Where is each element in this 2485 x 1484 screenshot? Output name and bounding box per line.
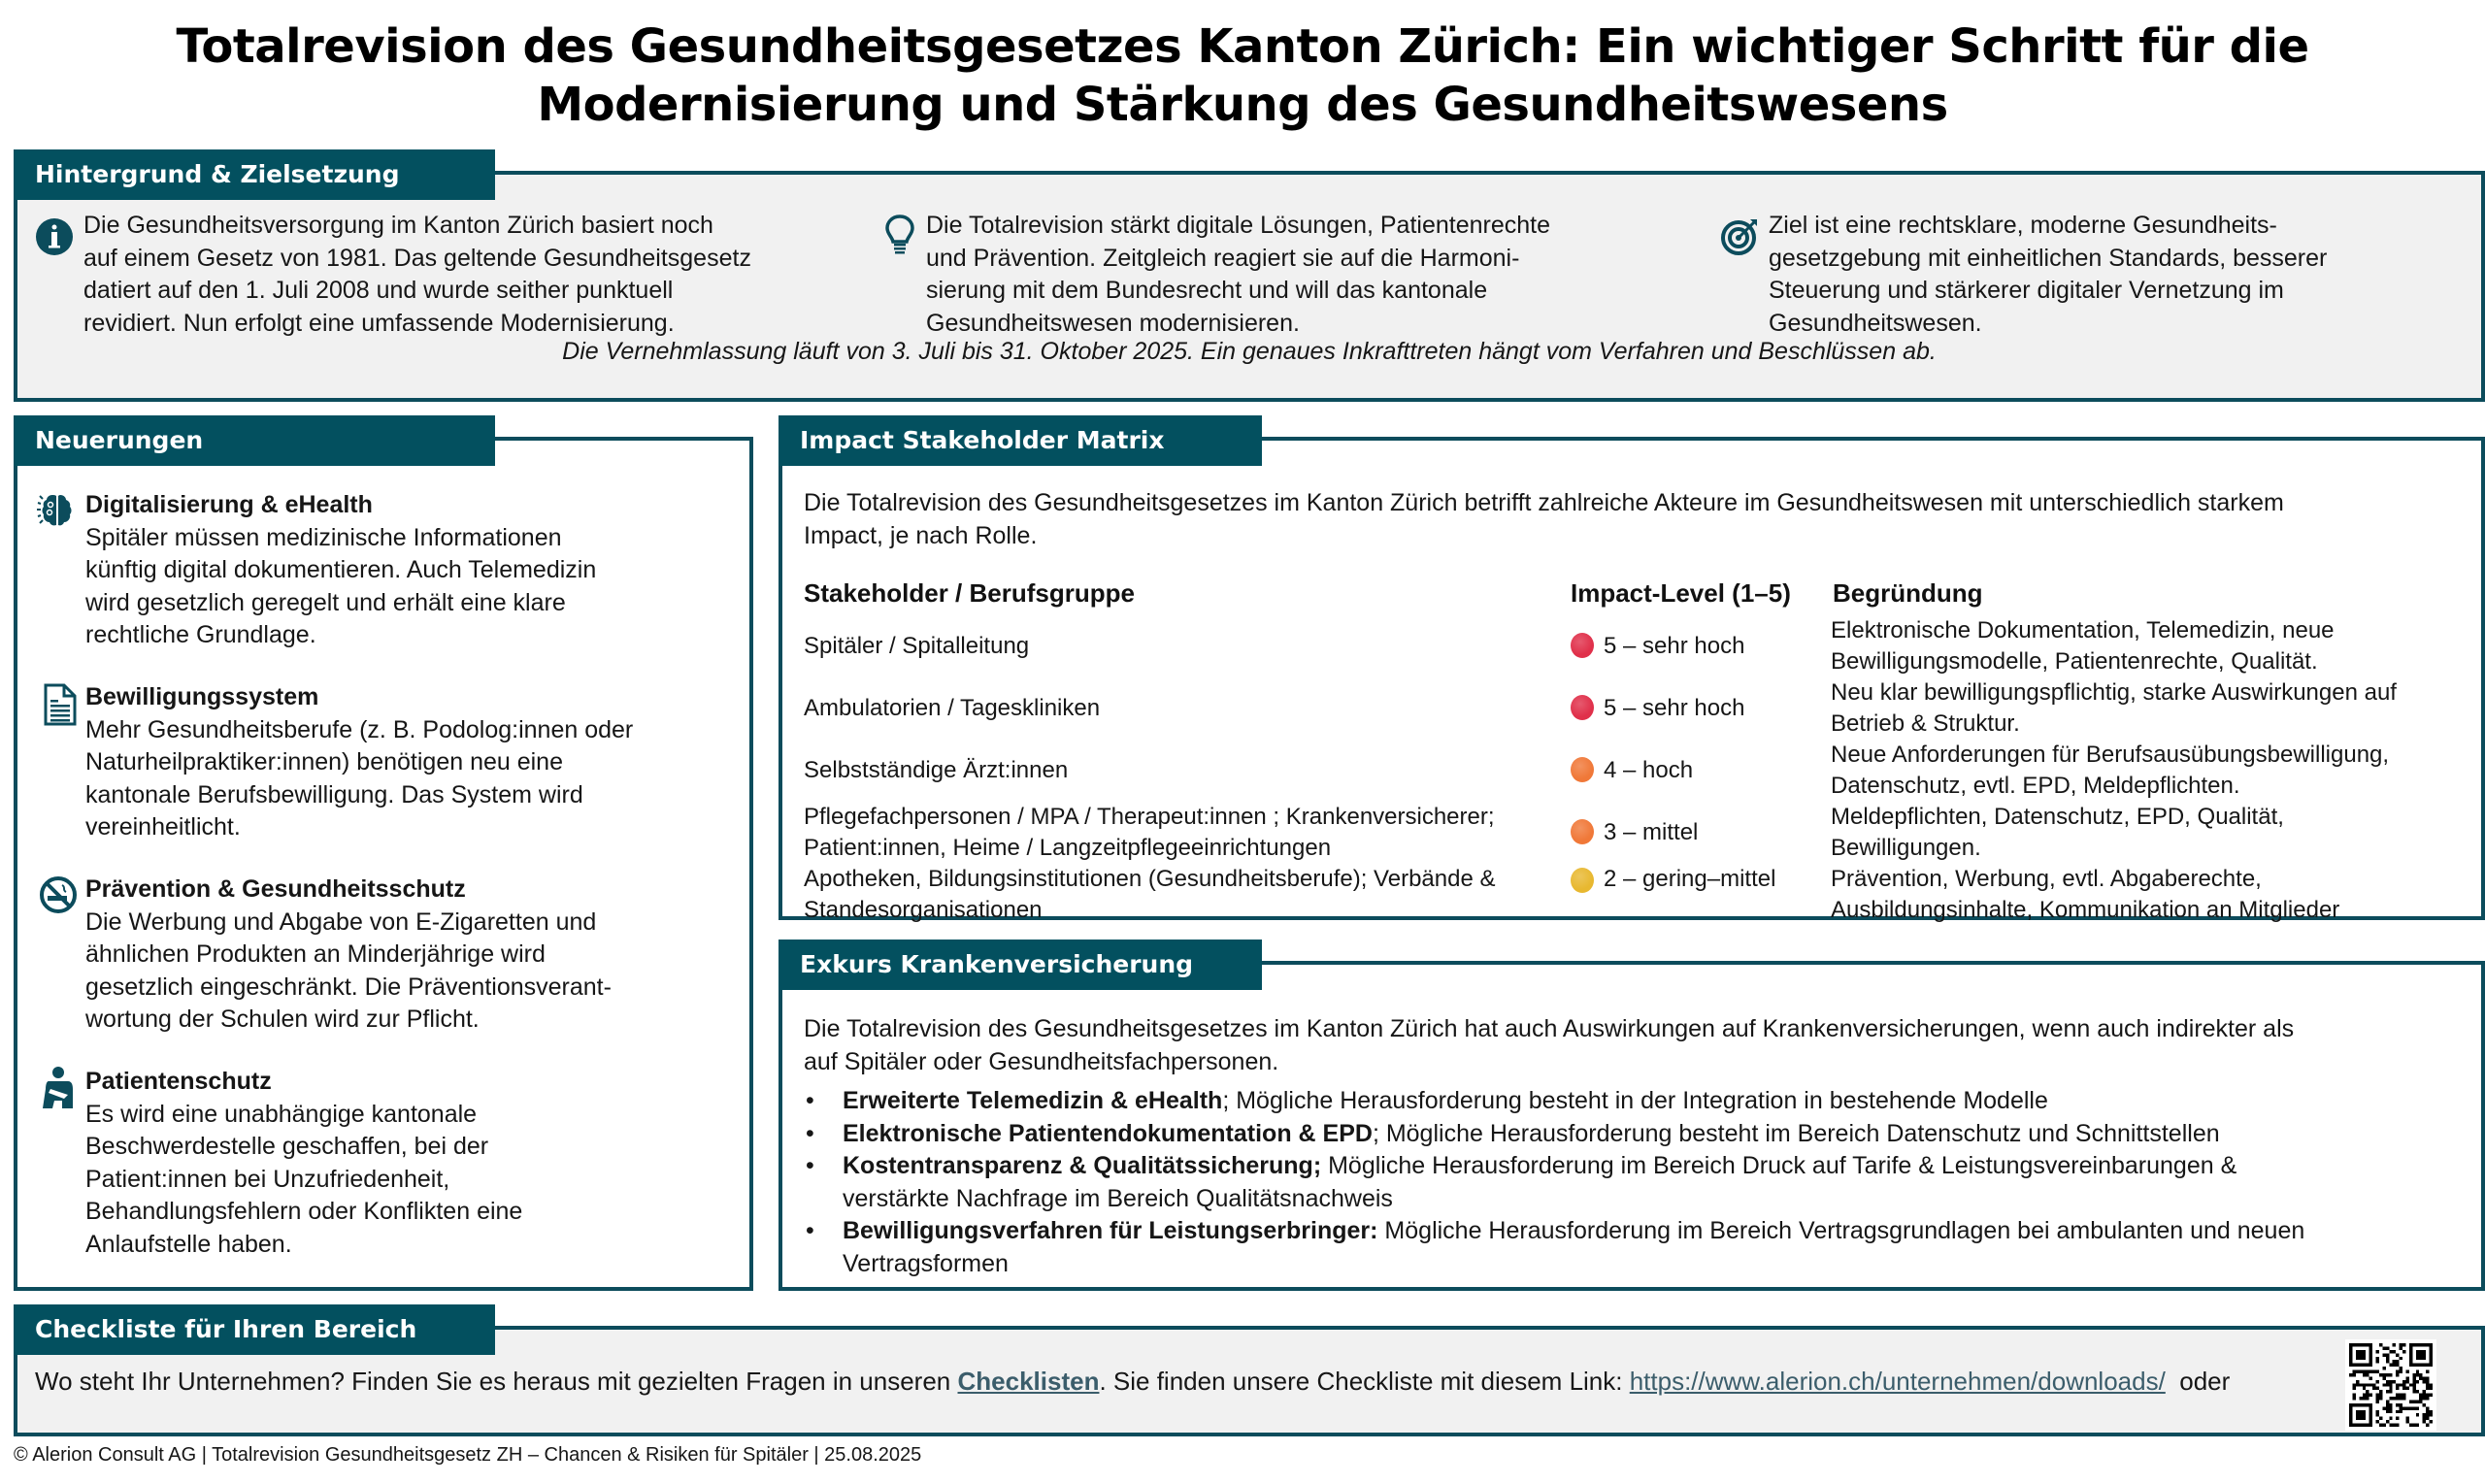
text-segment: Wo steht Ihr Unternehmen? Finden Sie es heraus mit gezielten Fragen in unseren: [35, 1367, 958, 1396]
text-line: Spitäler / Spitalleitung: [804, 633, 1030, 659]
matrix-heading: Impact Stakeholder Matrix: [779, 415, 1262, 466]
impact-level-label: 3 – mittel: [1604, 819, 1699, 845]
text-line: rechtliche Grundlage.: [85, 621, 316, 648]
text-line: Neue Anforderungen für Berufsausübungsbewilligung,: [1831, 742, 2390, 768]
begruendung-cell: [1831, 677, 2397, 740]
matrix-panel: [779, 426, 2485, 923]
text-line: Naturheilpraktiker:innen) benötigen neu eine: [85, 748, 563, 775]
text-segment: oder: [2165, 1367, 2231, 1396]
lightbulb-icon: [883, 214, 916, 256]
text-line: Steuerung und stärkerer digitaler Vernetzung im: [1769, 277, 2284, 304]
checklisten-link[interactable]: Checklisten: [957, 1367, 1100, 1396]
list-item: [804, 1085, 2415, 1118]
impact-level-label: 2 – gering–mittel: [1604, 866, 1776, 892]
title-line-2: Modernisierung und Stärkung des Gesundheitswesens: [537, 78, 1948, 132]
text-line: Mehr Gesundheitsberufe (z. B. Podolog:innen oder: [85, 715, 634, 743]
impact-level-dot: [1571, 819, 1594, 844]
exkurs-panel: [779, 950, 2485, 1291]
text-line: Es wird eine unabhängige kantonale: [85, 1100, 478, 1128]
title-line-1: Totalrevision des Gesundheitsgesetzes Kanton Zürich: Ein wichtiger Schritt für die: [176, 19, 2309, 74]
neuerung-title: Digitalisierung & eHealth: [85, 491, 373, 518]
bullet-text: Mögliche Herausforderung im Bereich Druck auf Tarife & Leistungsvereinbarungen & verstärkte Nachfrage im Bereich Qualitätsnachweis: [843, 1152, 2237, 1212]
begruendung-cell: [1831, 864, 2339, 926]
text-line: Die Totalrevision des Gesundheitsgesetzes im Kanton Zürich hat auch Auswirkungen auf Krankenversicherungen, wenn auch indirekter als: [804, 1015, 2295, 1042]
text-line: Behandlungsfehlern oder Konflikten eine: [85, 1198, 523, 1225]
info-icon: [35, 217, 74, 256]
patient-icon: [41, 1066, 76, 1110]
list-item: [804, 1118, 2415, 1151]
text-line: Meldepflichten, Datenschutz, EPD, Qualität,: [1831, 804, 2284, 830]
text-line: Betrieb & Struktur.: [1831, 710, 2020, 737]
text-line: Bewilligungen.: [1831, 835, 1981, 861]
text-line: Apotheken, Bildungsinstitutionen (Gesundheitsberufe); Verbände &: [804, 866, 1496, 892]
text-line: auf einem Gesetz von 1981. Das geltende Gesundheitsgesetz: [83, 244, 751, 272]
list-item: [804, 1215, 2415, 1280]
text-line: Anlaufstelle haben.: [85, 1230, 292, 1258]
text-line: Die Totalrevision stärkt digitale Lösungen, Patientenrechte: [926, 212, 1550, 239]
no-smoking-icon: [39, 875, 78, 914]
stakeholder-cell: [804, 864, 1495, 926]
text-line: Gesundheitswesen.: [1769, 309, 1982, 337]
neuerungen-panel: [14, 426, 753, 1291]
stakeholder-cell: [804, 755, 1068, 786]
text-line: kantonale Berufsbewilligung. Das System wird: [85, 780, 583, 808]
neuerung-title: Patientenschutz: [85, 1068, 272, 1095]
text-line: Die Werbung und Abgabe von E-Zigaretten und: [85, 907, 597, 936]
text-line: und Prävention. Zeitgleich reagiert sie auf die Harmoni-: [926, 244, 1520, 272]
bullet-text: Mögliche Herausforderung im Bereich Vertragsgrundlagen bei ambulanten und neuen Vertragsformen: [843, 1217, 2305, 1277]
target-icon: [1720, 215, 1761, 256]
stakeholder-cell: [804, 631, 1029, 662]
text-line: wird gesetzlich geregelt und erhält eine klare: [85, 588, 566, 616]
text-line: gesetzgebung mit einheitlichen Standards, besserer: [1769, 244, 2328, 272]
neuerung-title: Prävention & Gesundheitsschutz: [85, 875, 466, 903]
text-line: Selbstständige Ärzt:innen: [804, 757, 1069, 783]
exkurs-bullet-list: [804, 1085, 2415, 1280]
begruendung-cell: [1831, 802, 2284, 864]
bullet-title: Erweiterte Telemedizin & eHealth: [843, 1087, 1223, 1114]
column-header-impact: Impact-Level (1–5): [1571, 578, 1791, 608]
begruendung-cell: [1831, 740, 2389, 802]
matrix-intro: [804, 487, 2454, 552]
checkliste-text: [35, 1367, 2230, 1397]
exkurs-intro: [804, 1013, 2454, 1078]
neuerung-title: Bewilligungssystem: [85, 683, 319, 710]
text-line: Beschwerdestelle geschaffen, bei der: [85, 1133, 489, 1160]
brain-icon: [37, 491, 78, 530]
bullet-text: ; Mögliche Herausforderung besteht in der Integration in bestehende Modelle: [1222, 1087, 2048, 1114]
bullet-title: Kostentransparenz & Qualitätssicherung;: [843, 1152, 1322, 1179]
text-line: Datenschutz, evtl. EPD, Meldepflichten.: [1831, 773, 2240, 799]
text-line: Bewilligungsmodelle, Patientenrechte, Qualität.: [1831, 648, 2318, 675]
vernehmlassung-note: Die Vernehmlassung läuft von 3. Juli bis 31. Oktober 2025. Ein genaues Inkrafttreten hängt vom Verfahren und Beschlüssen ab.: [562, 338, 1937, 365]
impact-level-label: 5 – sehr hoch: [1604, 633, 1745, 659]
text-line: Pflegefachpersonen / MPA / Therapeut:innen ; Krankenversicherer;: [804, 804, 1495, 830]
neuerung-text: [85, 489, 726, 652]
text-line: Patient:innen, Heime / Langzeitpflegeeinrichtungen: [804, 835, 1332, 861]
text-line: datiert auf den 1. Juli 2008 und wurde seither punktuell: [83, 277, 674, 304]
text-line: Ambulatorien / Tageskliniken: [804, 695, 1101, 721]
neuerung-text: [85, 874, 726, 1037]
hintergrund-heading: Hintergrund & Zielsetzung: [14, 149, 495, 200]
text-line: Spitäler müssen medizinische Informationen: [85, 523, 562, 551]
column-header-begruendung: Begründung: [1833, 578, 1983, 608]
neuerungen-heading: Neuerungen: [14, 415, 495, 466]
exkurs-heading: Exkurs Krankenversicherung: [779, 940, 1262, 990]
hintergrund-text-3: [1769, 210, 2327, 340]
downloads-link[interactable]: https://www.alerion.ch/unternehmen/downloads/: [1629, 1367, 2166, 1396]
stakeholder-cell: [804, 802, 1495, 864]
text-line: Ziel ist eine rechtsklare, moderne Gesundheits-: [1769, 212, 2277, 239]
hintergrund-text-2: [926, 210, 1550, 340]
text-line: vereinheitlicht.: [85, 813, 241, 841]
text-line: künftig digital dokumentieren. Auch Telemedizin: [85, 556, 597, 583]
text-line: Die Gesundheitsversorgung im Kanton Zürich basiert noch: [83, 212, 713, 239]
qr-code-icon[interactable]: [2345, 1339, 2436, 1431]
text-line: Ausbildungsinhalte, Kommunikation an Mitglieder: [1831, 897, 2340, 923]
impact-level-dot: [1571, 633, 1594, 658]
text-line: revidiert. Nun erfolgt eine umfassende Modernisierung.: [83, 309, 675, 337]
hintergrund-text-1: [83, 210, 751, 340]
text-line: gesetzlich eingeschränkt. Die Präventionsverant-: [85, 973, 612, 1001]
document-icon: [43, 683, 78, 726]
impact-level-dot: [1571, 757, 1594, 782]
text-line: ähnlichen Produkten an Minderjährige wird: [85, 940, 546, 968]
page-title: [0, 17, 2485, 134]
checkliste-heading: Checkliste für Ihren Bereich: [14, 1304, 495, 1355]
hintergrund-panel: [14, 160, 2485, 402]
text-line: Impact, je nach Rolle.: [804, 521, 1038, 549]
text-line: Standesorganisationen: [804, 897, 1043, 923]
text-line: auf Spitäler oder Gesundheitsfachpersonen.: [804, 1047, 1279, 1075]
bullet-title: Elektronische Patientendokumentation & EPD: [843, 1119, 1373, 1147]
impact-level-dot: [1571, 695, 1594, 720]
neuerung-text: [85, 681, 726, 844]
impact-level-dot: [1571, 868, 1594, 893]
text-line: Die Totalrevision des Gesundheitsgesetzes im Kanton Zürich betrifft zahlreiche Akteure im Gesundheitswesen mit unterschiedlich starkem: [804, 489, 2284, 516]
impact-level-label: 4 – hoch: [1604, 757, 1694, 783]
text-line: Prävention, Werbung, evtl. Abgaberechte,: [1831, 866, 2262, 892]
footer: © Alerion Consult AG | Totalrevision Gesundheitsgesetz ZH – Chancen & Risiken für Spitäler | 25.08.2025: [14, 1444, 922, 1466]
text-line: Neu klar bewilligungspflichtig, starke Auswirkungen auf: [1831, 679, 2397, 706]
column-header-stakeholder: Stakeholder / Berufsgruppe: [804, 578, 1135, 608]
text-segment: . Sie finden unsere Checkliste mit diesem Link:: [1099, 1367, 1630, 1396]
stakeholder-cell: [804, 693, 1100, 724]
checkliste-panel: [14, 1315, 2485, 1436]
begruendung-cell: [1831, 615, 2335, 677]
text-line: wortung der Schulen wird zur Pflicht.: [85, 1006, 480, 1033]
neuerung-text: [85, 1066, 726, 1261]
text-line: sierung mit dem Bundesrecht und will das kantonale: [926, 277, 1488, 304]
text-line: Elektronische Dokumentation, Telemedizin, neue: [1831, 617, 2335, 643]
list-item: [804, 1150, 2337, 1215]
bullet-title: Bewilligungsverfahren für Leistungserbringer:: [843, 1217, 1378, 1244]
text-line: Patient:innen bei Unzufriedenheit,: [85, 1165, 450, 1193]
text-line: Gesundheitswesen modernisieren.: [926, 309, 1300, 337]
impact-level-label: 5 – sehr hoch: [1604, 695, 1745, 721]
bullet-text: ; Mögliche Herausforderung besteht im Bereich Datenschutz und Schnittstellen: [1372, 1119, 2220, 1147]
